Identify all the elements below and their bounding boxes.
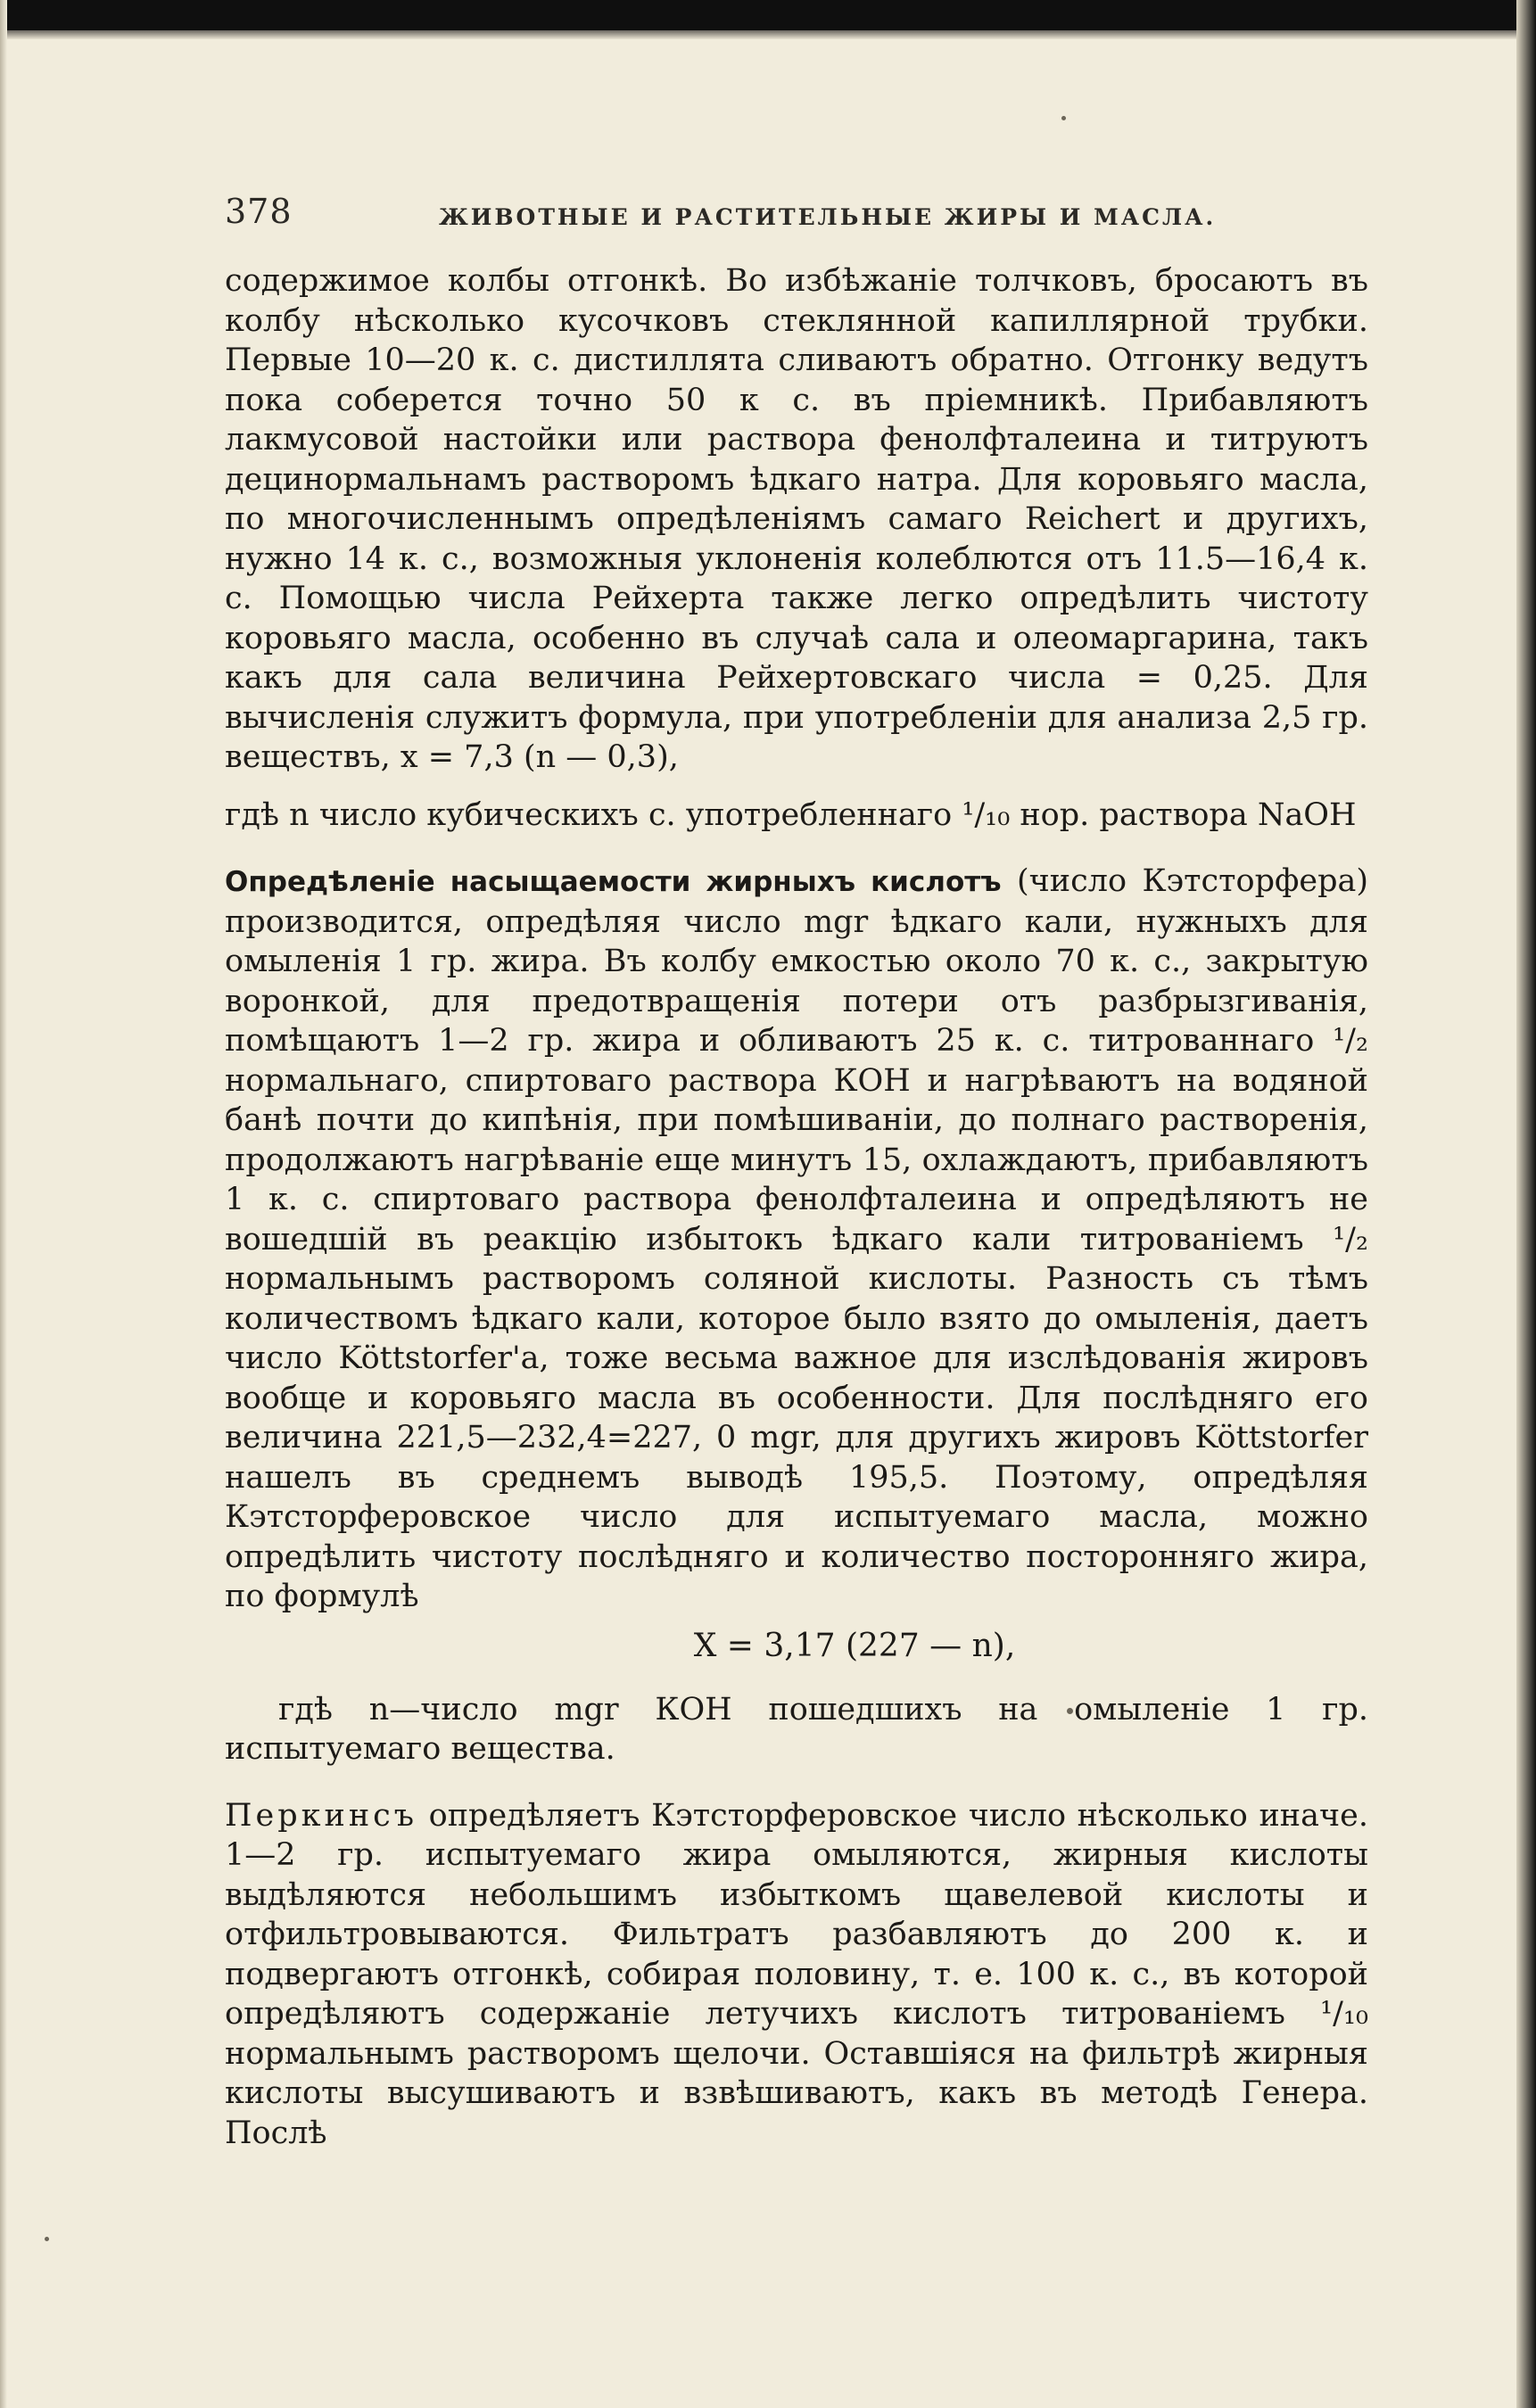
paragraph-saponification [225, 862, 1368, 1617]
scan-right-edge [1516, 0, 1536, 2408]
book-page [225, 192, 1368, 2153]
scan-top-border [0, 0, 1536, 30]
paragraph-reichert: содержимое колбы отгонкѣ. Во избѣжаніе толчковъ, бросаютъ въ колбу нѣсколько кусочковъ стеклянной капиллярной трубки. Первые 10—20 к. с. дистиллята сливаютъ обратно. Отгонку ведутъ пока соберется точно 50 к с. въ пріемникѣ. Прибавляютъ лакмусовой настойки или раствора фенолфталеина и титруютъ децинормальнамъ растворомъ ѣдкаго натра. Для коровьяго масла, по многочисленнымъ опредѣленіямъ самаго Reichert и другихъ, нужно 14 к. с., возможныя уклоненія колеблются отъ 11.5—16,4 к. с. Помощью числа Рейхерта также легко опредѣлить чистоту коровьяго масла, особенно въ случаѣ сала и олеомаргарина, такъ какъ для сала величина Рейхертовскаго числа = 0,25. Для вычисленія служитъ формула, при употребленіи для анализа 2,5 гр. веществъ, x = 7,3 (n — 0,3), [225, 263, 1368, 775]
section-heading: Опредѣленіе насыщаемости жирныхъ кислотъ [225, 866, 1002, 898]
paragraph-saponification-body: (число Кэтсторфера) производится, опредѣляя число mgr ѣдкаго кали, нужныхъ для омыленія 1 гр. жира. Въ колбу емкостью около 70 к. с., закрытую воронкой, для предотвращенія потери отъ разбрызгиванія, помѣщаютъ 1—2 гр. жира и обливаютъ 25 к. с. титрованнаго ¹/₂ нормальнаго, спиртоваго раствора КОН и нагрѣваютъ на водяной банѣ почти до кипѣнія, при помѣшиваніи, до полнаго растворенія, продолжаютъ нагрѣваніе еще минутъ 15, охлаждаютъ, прибавляютъ 1 к. с. спиртоваго раствора фенолфталеина и опредѣляютъ не вошедшій въ реакцію избытокъ ѣдкаго кали титрованіемъ ¹/₂ нормальнымъ растворомъ соляной кислоты. Разность съ тѣмъ количествомъ ѣдкаго кали, которое было взято до омыленія, даетъ число Köttstorfer'а, тоже весьма важное для изслѣдованія жировъ вообще и коровьяго масла въ особенности. Для послѣдняго его величина 221,5—232,4=227, 0 mgr, для другихъ жировъ Köttstorfer нашелъ въ среднемъ выводѣ 195,5. Поэтому, опредѣляя Кэтсторферовское число для испытуемаго масла, можно опредѣлить чистоту послѣдняго и количество посторонняго жира, по формулѣ [225, 863, 1369, 1614]
paragraph-formula-legend: гдѣ n—число mgr КОН пошедшихъ на омыленіе 1 гр. испытуемаго вещества. [225, 1691, 1368, 1767]
running-title: ЖИВОТНЫЕ И РАСТИТЕЛЬНЫЕ ЖИРЫ И МАСЛА. [439, 204, 1217, 230]
perkins-name: Перкинсъ [225, 1797, 418, 1834]
paper-speck [1061, 116, 1066, 120]
paragraph-n-definition: гдѣ n число кубическихъ с. употребленнаго ¹/₁₀ нор. раствора NaOH [225, 796, 1357, 833]
paragraph-perkins-body: опредѣляетъ Кэтсторферовское число нѣсколько иначе. 1—2 гр. испытуемаго жира омыляются, жирныя кислоты выдѣляются небольшимъ избыткомъ щавелевой кислоты и отфильтровываются. Фильтратъ разбавляютъ до 200 к. и подвергаютъ отгонкѣ, собирая половину, т. е. 100 к. с., въ которой опредѣляютъ содержаніе летучихъ кислотъ титрованіемъ ¹/₁₀ нормальнымъ растворомъ щелочи. Оставшіяся на фильтрѣ жирныя кислоты высушиваютъ и взвѣшиваютъ, какъ въ методѣ Генера. Послѣ [225, 1797, 1368, 2151]
page-number: 378 [225, 192, 293, 231]
paper-speck [45, 2237, 49, 2241]
page-header [225, 192, 1368, 245]
formula: X = 3,17 (227 — n), [693, 1627, 1016, 1664]
paragraph-perkins [225, 1796, 1368, 2154]
scan-top-shadow [0, 30, 1536, 39]
scan-left-edge [0, 0, 7, 2408]
